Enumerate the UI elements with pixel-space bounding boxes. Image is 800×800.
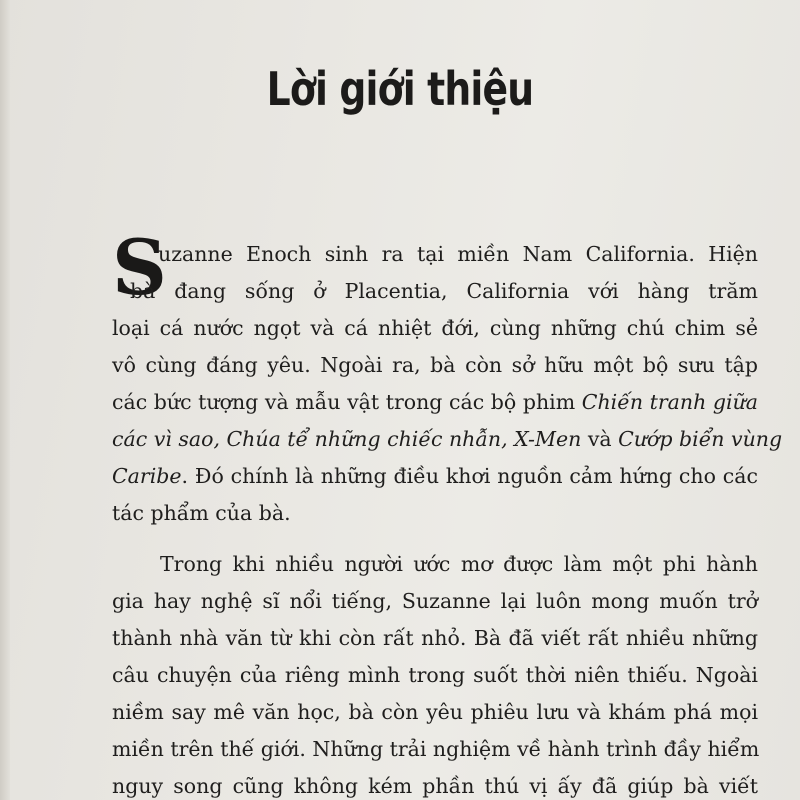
text-line: bà đang sống ở Placentia, California với hàng trăm (130, 279, 758, 303)
text-line: Trong khi nhiều người ước mơ được làm một phi hành (160, 552, 758, 576)
text-line: vô cùng đáng yêu. Ngoài ra, bà còn sở hữu một bộ sưu tập (112, 353, 758, 377)
page-edge (0, 0, 10, 800)
paragraph-2 (112, 546, 758, 800)
text-line: loại cá nước ngọt và cá nhiệt đới, cùng những chú chim sẻ (112, 316, 758, 340)
text-line (112, 384, 758, 421)
page-title: Lời giới thiệu (266, 62, 534, 116)
text-segment: các bức tượng và mẫu vật trong các bộ phim (112, 390, 582, 414)
text-line (112, 458, 758, 495)
italic-title: Caribe (112, 464, 182, 488)
text-segment: và (581, 427, 619, 451)
paragraph-1 (112, 236, 783, 532)
text-line: thành nhà văn từ khi còn rất nhỏ. Bà đã viết rất nhiều những (112, 626, 758, 650)
text-line (112, 421, 783, 458)
italic-title: các vì sao, Chúa tể những chiếc nhẫn, X-Men (112, 427, 582, 451)
text-line: câu chuyện của riêng mình trong suốt thời niên thiếu. Ngoài (112, 663, 758, 687)
text-line: tác phẩm của bà. (112, 501, 291, 525)
text-line: gia hay nghệ sĩ nổi tiếng, Suzanne lại luôn mong muốn trở (112, 589, 758, 613)
text-line: uzanne Enoch sinh ra tại miền Nam California. Hiện (158, 242, 758, 266)
drop-cap: S (112, 223, 167, 312)
text-line: niềm say mê văn học, bà còn yêu phiêu lưu và khám phá mọi (112, 700, 758, 724)
italic-title: Cướp biển vùng (618, 427, 783, 451)
text-line: nguy song cũng không kém phần thú vị ấy đã giúp bà viết (112, 774, 758, 798)
italic-title: Chiến tranh giữa (581, 390, 758, 414)
text-line: miền trên thế giới. Những trải nghiệm về hành trình đầy hiểm (112, 737, 760, 761)
text-segment: . Đó chính là những điều khơi nguồn cảm hứng cho các (181, 464, 758, 488)
